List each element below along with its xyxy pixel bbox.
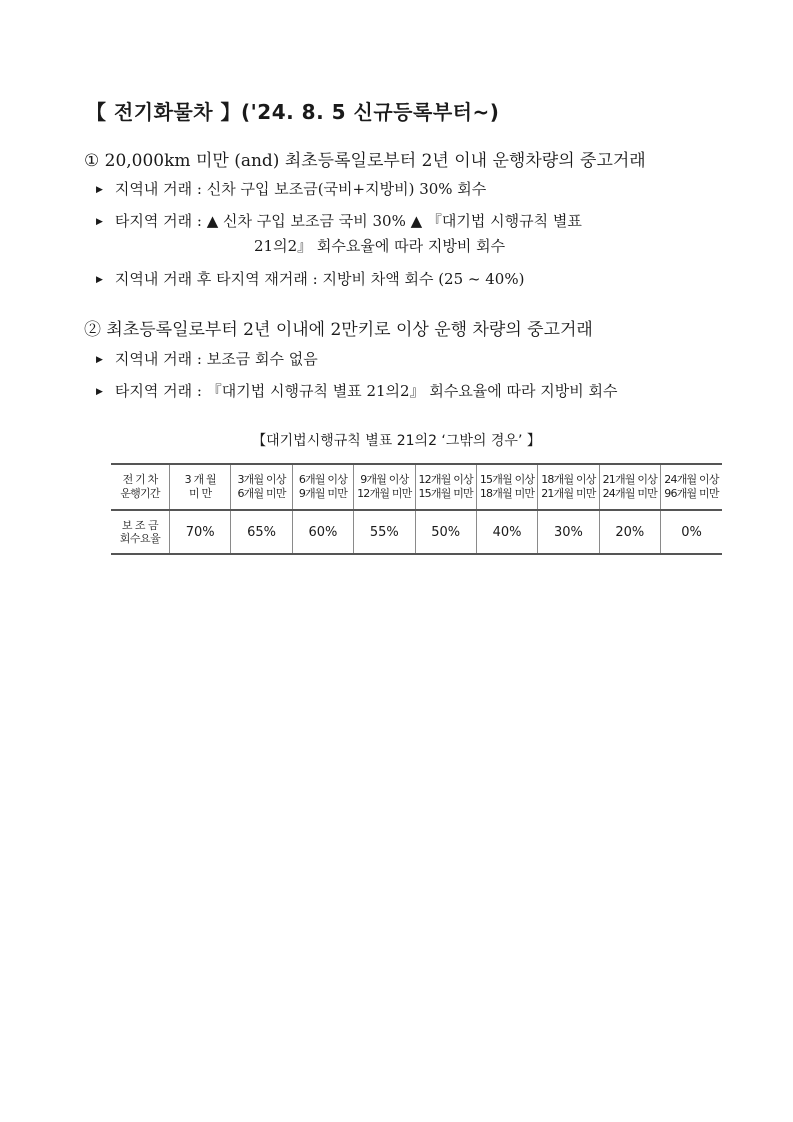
rate-cell: 65% bbox=[231, 510, 292, 554]
section-1-bullet-2: ▶ 타지역 거래 : ▲ 신차 구입 보조금 국비 30% ▲ 『대기법 시행규칙 별표 bbox=[96, 212, 582, 230]
section-1-bullet-1: ▶ 지역내 거래 : 신차 구입 보조금(국비+지방비) 30% 회수 bbox=[96, 180, 487, 198]
bullet-arrow-icon: ▶ bbox=[96, 355, 103, 365]
section-2-bullet-2: ▶ 타지역 거래 : 『대기법 시행규칙 별표 21의2』 회수요율에 따라 지방비 회수 bbox=[96, 382, 618, 400]
section-1-title: ① 20,000km 미만 (and) 최초등록일로부터 2년 이내 운행차량의 중고거래 bbox=[84, 151, 646, 171]
period-cell: 12개월 이상 15개월 미만 bbox=[415, 464, 476, 510]
period-cell: 9개월 이상 12개월 미만 bbox=[354, 464, 415, 510]
period-cell: 21개월 이상 24개월 미만 bbox=[599, 464, 660, 510]
table-caption: 【대기법시행규칙 별표 21의2 ‘그밖의 경우’ 】 bbox=[252, 433, 541, 449]
rate-cell: 50% bbox=[415, 510, 476, 554]
table-header-row bbox=[111, 464, 722, 510]
section-1-bullet-2-continuation: 21의2』 회수요율에 따라 지방비 회수 bbox=[254, 237, 506, 255]
bullet-arrow-icon: ▶ bbox=[96, 275, 103, 285]
rate-cell: 70% bbox=[170, 510, 231, 554]
period-cell: 18개월 이상 21개월 미만 bbox=[538, 464, 599, 510]
header-label-cell: 전 기 차 운행기간 bbox=[111, 464, 170, 510]
bullet-arrow-icon: ▶ bbox=[96, 217, 103, 227]
section-2-bullet-1: ▶ 지역내 거래 : 보조금 회수 없음 bbox=[96, 350, 318, 368]
rate-cell: 30% bbox=[538, 510, 599, 554]
section-1-bullet-3: ▶ 지역내 거래 후 타지역 재거래 : 지방비 차액 회수 (25 ~ 40%) bbox=[96, 270, 525, 288]
rate-cell: 60% bbox=[292, 510, 353, 554]
bullet-arrow-icon: ▶ bbox=[96, 387, 103, 397]
rate-cell: 20% bbox=[599, 510, 660, 554]
section-2-title: ② 최초등록일로부터 2년 이내에 2만키로 이상 운행 차량의 중고거래 bbox=[84, 320, 593, 340]
recovery-rate-table bbox=[111, 463, 722, 555]
period-cell: 3개월 이상 6개월 미만 bbox=[231, 464, 292, 510]
page-heading: 【 전기화물차 】('24. 8. 5 신규등록부터~) bbox=[86, 100, 500, 124]
period-cell: 15개월 이상 18개월 미만 bbox=[476, 464, 537, 510]
period-cell: 3 개 월 미 만 bbox=[170, 464, 231, 510]
rate-cell: 0% bbox=[661, 510, 723, 554]
bullet-arrow-icon: ▶ bbox=[96, 185, 103, 195]
rate-cell: 40% bbox=[476, 510, 537, 554]
table-rate-row bbox=[111, 510, 722, 554]
period-cell: 6개월 이상 9개월 미만 bbox=[292, 464, 353, 510]
rate-cell: 55% bbox=[354, 510, 415, 554]
rate-label-cell: 보 조 금 회수요율 bbox=[111, 510, 170, 554]
period-cell: 24개월 이상 96개월 미만 bbox=[661, 464, 723, 510]
